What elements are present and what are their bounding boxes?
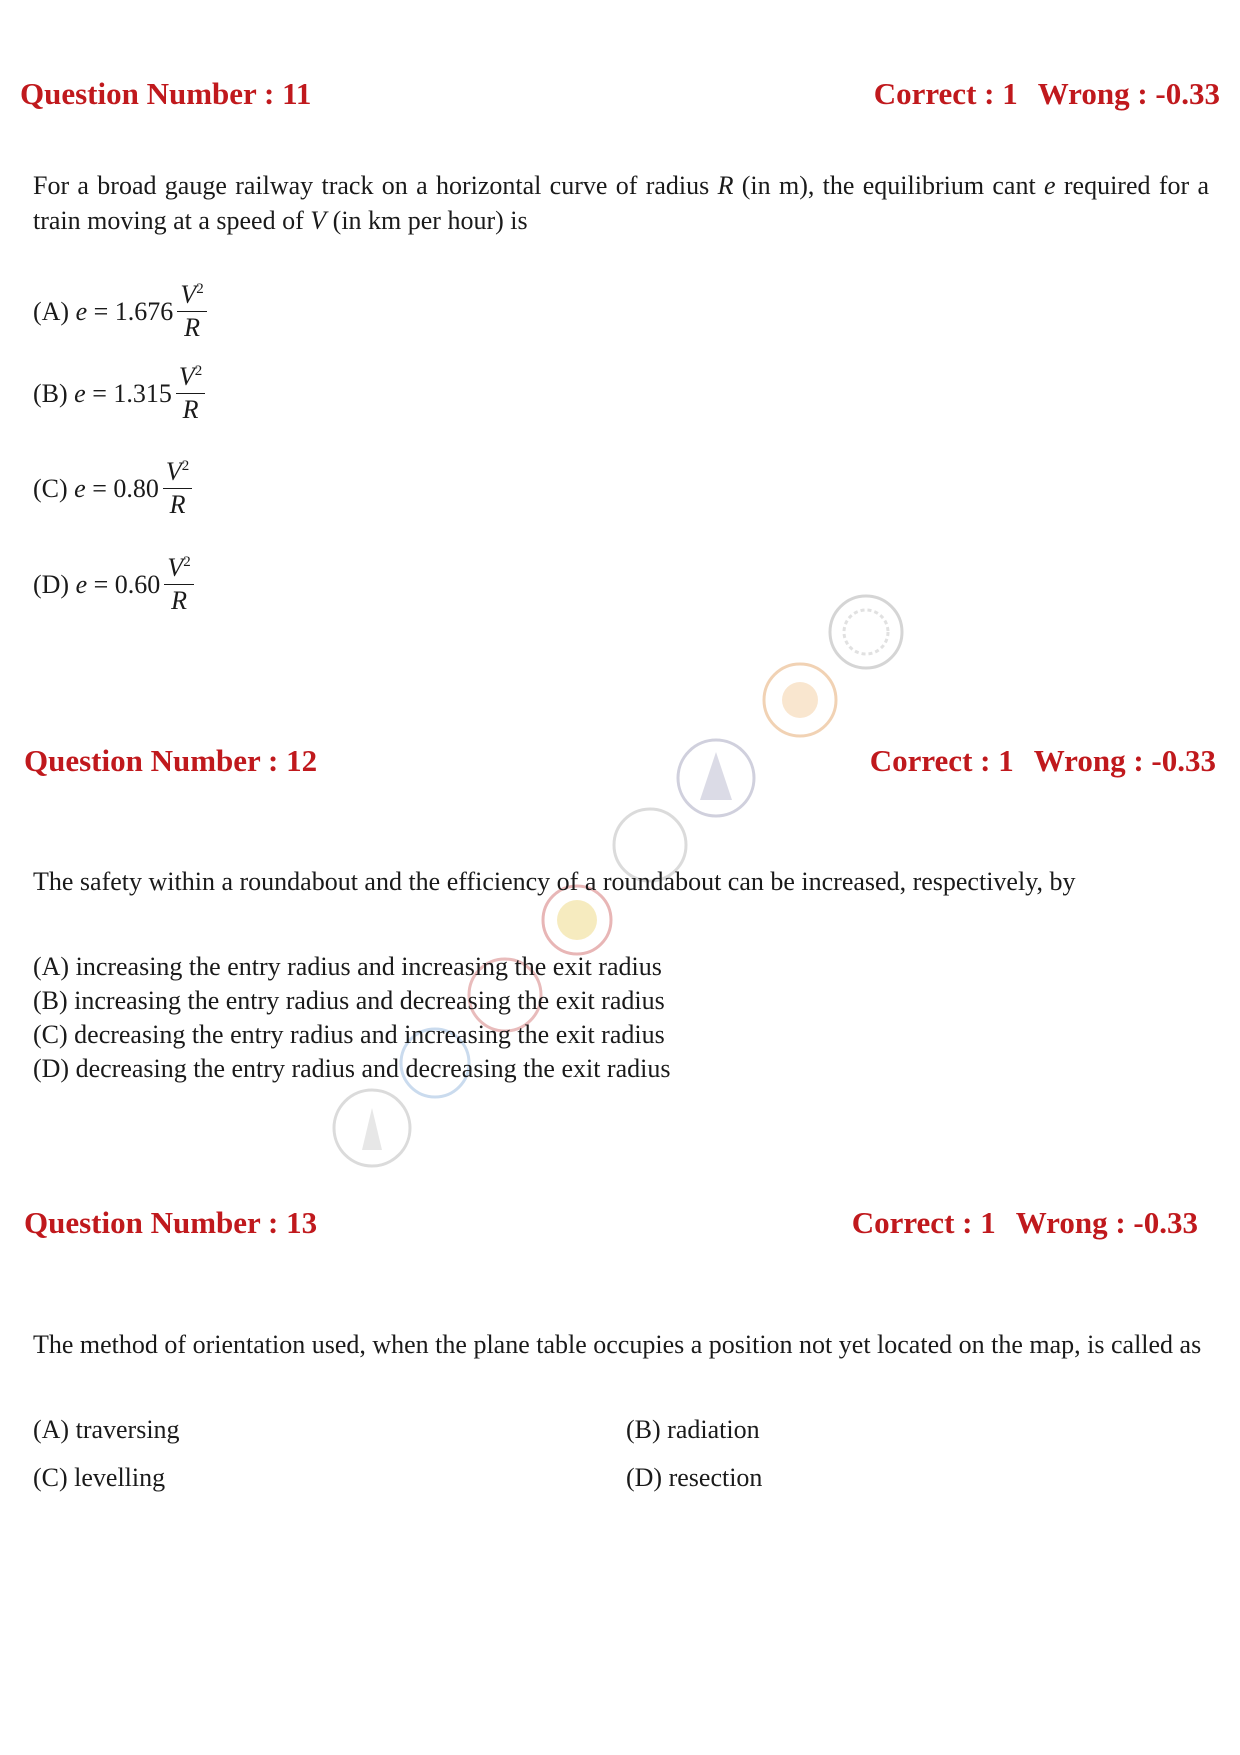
fraction: $\frac{V^2}{R}$ [164,555,193,614]
question-12-header [24,743,1216,779]
fraction: $\frac{V^2}{R}$ [177,282,206,341]
option-c[interactable]: (C) decreasing the entry radius and increasing the exit radius [33,1020,665,1049]
option-b[interactable]: (B) e = 1.315 $\frac{V^2}{R}$ [33,364,205,423]
question-13-stem: The method of orientation used, when the plane table occupies a position not yet located on the map, is called as [33,1330,1202,1359]
wrong-marks: Wrong : -0.33 [1015,1205,1198,1240]
option-d[interactable]: (D) decreasing the entry radius and decreasing the exit radius [33,1054,671,1083]
option-a[interactable]: (A) traversing [33,1415,180,1444]
option-d[interactable]: (D) resection [626,1463,763,1492]
option-a[interactable]: (A) increasing the entry radius and increasing the exit radius [33,952,662,981]
question-number: Question Number : 11 [20,76,312,111]
option-c[interactable]: (C) e = 0.80 $\frac{V^2}{R}$ [33,459,192,518]
watermark-seal-icon [830,596,902,668]
option-b[interactable]: (B) increasing the entry radius and decreasing the exit radius [33,986,665,1015]
option-a[interactable]: (A) e = 1.676 $\frac{V^2}{R}$ [33,282,207,341]
question-number: Question Number : 12 [24,743,318,778]
correct-marks: Correct : 1 [869,743,1014,778]
wrong-marks: Wrong : -0.33 [1033,743,1216,778]
marks [874,76,1220,112]
watermark-tower-icon [334,1090,410,1166]
fraction: $\frac{V^2}{R}$ [163,459,192,518]
correct-marks: Correct : 1 [873,76,1018,111]
watermark-seal-icon [764,664,836,736]
correct-marks: Correct : 1 [851,1205,996,1240]
question-12-stem: The safety within a roundabout and the efficiency of a roundabout can be increased, respectively, by [33,867,1076,896]
question-number: Question Number : 13 [24,1205,318,1240]
question-11-header [20,76,1220,112]
option-d[interactable]: (D) e = 0.60 $\frac{V^2}{R}$ [33,555,194,614]
option-c[interactable]: (C) levelling [33,1463,166,1492]
question-11-stem: For a broad gauge railway track on a horizontal curve of radius R (in m), the equilibrium cant e required for a train moving at a speed of V (in km per hour) is [33,171,1209,235]
option-b[interactable]: (B) radiation [626,1415,760,1444]
question-13-header [24,1205,1198,1241]
marks [852,1205,1198,1241]
wrong-marks: Wrong : -0.33 [1037,76,1220,111]
fraction: $\frac{V^2}{R}$ [176,364,205,423]
marks [870,743,1216,779]
